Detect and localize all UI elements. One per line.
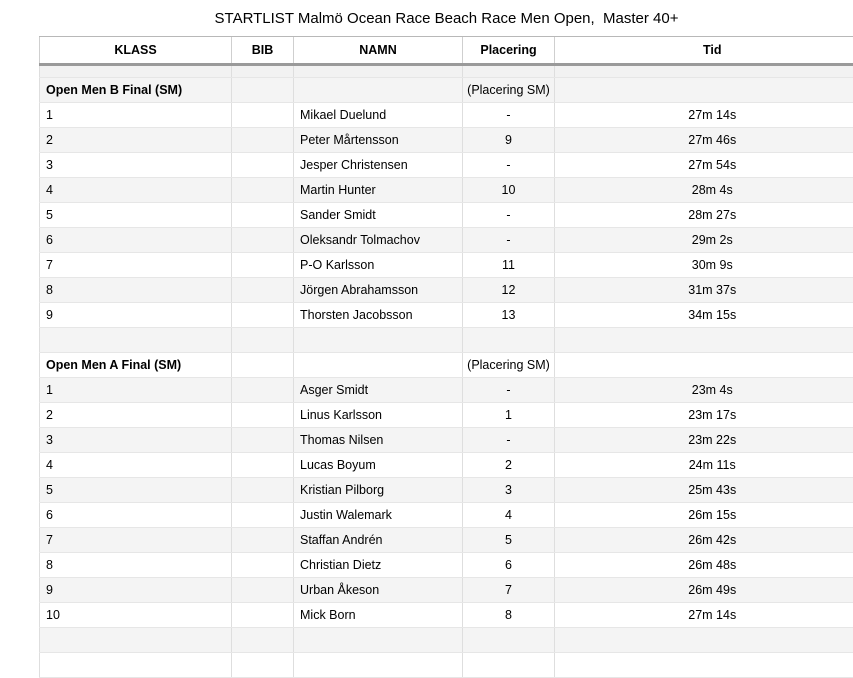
cell-tid[interactable]: 26m 42s	[555, 528, 853, 553]
table-row	[40, 278, 853, 303]
cell-klass[interactable]: 4	[40, 178, 232, 203]
cell-klass[interactable]: 8	[40, 278, 232, 303]
cell-namn[interactable]: Justin Walemark	[294, 503, 463, 528]
cell-klass[interactable]: 6	[40, 228, 232, 253]
empty-cell[interactable]	[40, 653, 232, 678]
empty-cell[interactable]	[463, 328, 555, 353]
cell-tid[interactable]: 26m 48s	[555, 553, 853, 578]
cell-klass[interactable]: 9	[40, 303, 232, 328]
section-heading[interactable]: Open Men B Final (SM)	[40, 78, 232, 103]
cell-klass[interactable]: 5	[40, 203, 232, 228]
cell-namn[interactable]: Jesper Christensen	[294, 153, 463, 178]
cell-tid[interactable]: 28m 4s	[555, 178, 853, 203]
cell-tid[interactable]: 23m 4s	[555, 378, 853, 403]
cell-namn[interactable]: Linus Karlsson	[294, 403, 463, 428]
cell-tid[interactable]: 31m 37s	[555, 278, 853, 303]
cell-klass[interactable]: 5	[40, 478, 232, 503]
cell-namn[interactable]: Martin Hunter	[294, 178, 463, 203]
cell-namn[interactable]: Staffan Andrén	[294, 528, 463, 553]
cell-tid[interactable]: 30m 9s	[555, 253, 853, 278]
cell-klass[interactable]: 9	[40, 578, 232, 603]
cell-tid[interactable]: 26m 49s	[555, 578, 853, 603]
table-row	[40, 453, 853, 478]
empty-cell[interactable]	[294, 78, 463, 103]
empty-cell[interactable]	[555, 628, 853, 653]
cell-namn[interactable]: Mikael Duelund	[294, 103, 463, 128]
table-row	[40, 528, 853, 553]
cell-tid[interactable]: 27m 46s	[555, 128, 853, 153]
cell-bib[interactable]	[232, 603, 294, 628]
cell-placering[interactable]: 13	[463, 303, 555, 328]
table-row	[40, 303, 853, 328]
empty-cell[interactable]	[294, 628, 463, 653]
empty-cell[interactable]	[40, 628, 232, 653]
blank-row	[40, 653, 853, 678]
cell-bib[interactable]	[232, 303, 294, 328]
empty-cell[interactable]	[294, 653, 463, 678]
column-header-namn[interactable]: NAMN	[294, 37, 463, 65]
cell-placering[interactable]: 5	[463, 528, 555, 553]
cell-klass[interactable]: 4	[40, 453, 232, 478]
cell-bib[interactable]	[232, 528, 294, 553]
empty-cell[interactable]	[555, 65, 853, 78]
cell-namn[interactable]: Lucas Boyum	[294, 453, 463, 478]
cell-bib[interactable]	[232, 128, 294, 153]
cell-bib[interactable]	[232, 478, 294, 503]
cell-klass[interactable]: 3	[40, 153, 232, 178]
cell-tid[interactable]: 24m 11s	[555, 453, 853, 478]
cell-bib[interactable]	[232, 378, 294, 403]
cell-namn[interactable]: Peter Mårtensson	[294, 128, 463, 153]
cell-tid[interactable]: 25m 43s	[555, 478, 853, 503]
cell-namn[interactable]: Thorsten Jacobsson	[294, 303, 463, 328]
cell-tid[interactable]: 23m 22s	[555, 428, 853, 453]
cell-klass[interactable]: 3	[40, 428, 232, 453]
empty-cell[interactable]	[555, 653, 853, 678]
cell-bib[interactable]	[232, 278, 294, 303]
spacer-row	[40, 65, 853, 78]
empty-cell[interactable]	[40, 65, 232, 78]
cell-klass[interactable]: 1	[40, 103, 232, 128]
cell-klass[interactable]: 2	[40, 128, 232, 153]
column-header-klass[interactable]: KLASS	[40, 37, 232, 65]
cell-klass[interactable]: 10	[40, 603, 232, 628]
table-row	[40, 503, 853, 528]
section-heading-row	[40, 78, 853, 103]
cell-klass[interactable]: 2	[40, 403, 232, 428]
cell-klass[interactable]: 6	[40, 503, 232, 528]
cell-tid[interactable]: 27m 14s	[555, 603, 853, 628]
empty-cell[interactable]	[463, 628, 555, 653]
cell-placering[interactable]: 4	[463, 503, 555, 528]
cell-placering[interactable]: 3	[463, 478, 555, 503]
cell-placering[interactable]: 1	[463, 403, 555, 428]
cell-placering[interactable]: 2	[463, 453, 555, 478]
empty-cell[interactable]	[232, 65, 294, 78]
placering-note[interactable]: (Placering SM)	[463, 353, 555, 378]
cell-namn[interactable]: Sander Smidt	[294, 203, 463, 228]
empty-cell[interactable]	[463, 653, 555, 678]
cell-bib[interactable]	[232, 103, 294, 128]
cell-placering[interactable]: 6	[463, 553, 555, 578]
section-heading-row	[40, 353, 853, 378]
table-body	[40, 65, 853, 678]
cell-bib[interactable]	[232, 553, 294, 578]
cell-placering[interactable]: 12	[463, 278, 555, 303]
empty-cell[interactable]	[555, 353, 853, 378]
column-header-bib[interactable]: BIB	[232, 37, 294, 65]
cell-tid[interactable]: 34m 15s	[555, 303, 853, 328]
empty-cell[interactable]	[232, 78, 294, 103]
cell-tid[interactable]: 26m 15s	[555, 503, 853, 528]
table-row	[40, 228, 853, 253]
table-row	[40, 553, 853, 578]
cell-bib[interactable]	[232, 253, 294, 278]
cell-tid[interactable]: 27m 14s	[555, 103, 853, 128]
cell-klass[interactable]: 8	[40, 553, 232, 578]
empty-cell[interactable]	[232, 353, 294, 378]
table-row	[40, 103, 853, 128]
cell-bib[interactable]	[232, 403, 294, 428]
table-header	[40, 37, 853, 65]
startlist-table	[39, 36, 853, 678]
cell-klass[interactable]: 1	[40, 378, 232, 403]
cell-namn[interactable]: Mick Born	[294, 603, 463, 628]
cell-bib[interactable]	[232, 153, 294, 178]
cell-namn[interactable]: Jörgen Abrahamsson	[294, 278, 463, 303]
empty-cell[interactable]	[555, 328, 853, 353]
page-title: STARTLIST Malmö Ocean Race Beach Race Men Open, Master 40+	[0, 10, 853, 27]
empty-cell[interactable]	[232, 328, 294, 353]
table-row	[40, 478, 853, 503]
table-row	[40, 178, 853, 203]
empty-cell[interactable]	[294, 353, 463, 378]
cell-tid[interactable]: 29m 2s	[555, 228, 853, 253]
cell-tid[interactable]: 23m 17s	[555, 403, 853, 428]
empty-cell[interactable]	[232, 628, 294, 653]
table-row	[40, 603, 853, 628]
table-row	[40, 578, 853, 603]
cell-namn[interactable]: Christian Dietz	[294, 553, 463, 578]
table-row	[40, 253, 853, 278]
cell-placering[interactable]: -	[463, 153, 555, 178]
cell-placering[interactable]: -	[463, 428, 555, 453]
blank-row	[40, 628, 853, 653]
cell-bib[interactable]	[232, 578, 294, 603]
cell-placering[interactable]: -	[463, 228, 555, 253]
cell-placering[interactable]: 11	[463, 253, 555, 278]
table-row	[40, 203, 853, 228]
cell-bib[interactable]	[232, 453, 294, 478]
empty-cell[interactable]	[40, 328, 232, 353]
cell-namn[interactable]: Asger Smidt	[294, 378, 463, 403]
empty-cell[interactable]	[463, 65, 555, 78]
empty-cell[interactable]	[555, 78, 853, 103]
cell-klass[interactable]: 7	[40, 253, 232, 278]
cell-bib[interactable]	[232, 503, 294, 528]
cell-namn[interactable]: Oleksandr Tolmachov	[294, 228, 463, 253]
cell-placering[interactable]: 10	[463, 178, 555, 203]
cell-bib[interactable]	[232, 178, 294, 203]
cell-placering[interactable]: 9	[463, 128, 555, 153]
cell-placering[interactable]: 8	[463, 603, 555, 628]
empty-cell[interactable]	[232, 653, 294, 678]
table-row	[40, 128, 853, 153]
table-row	[40, 153, 853, 178]
section-heading[interactable]: Open Men A Final (SM)	[40, 353, 232, 378]
table-row	[40, 428, 853, 453]
cell-placering[interactable]: -	[463, 103, 555, 128]
column-header-placering[interactable]: Placering	[463, 37, 555, 65]
empty-cell[interactable]	[294, 328, 463, 353]
placering-note[interactable]: (Placering SM)	[463, 78, 555, 103]
cell-bib[interactable]	[232, 428, 294, 453]
cell-placering[interactable]: -	[463, 203, 555, 228]
empty-cell[interactable]	[294, 65, 463, 78]
table-row	[40, 378, 853, 403]
cell-bib[interactable]	[232, 228, 294, 253]
table-row	[40, 403, 853, 428]
cell-namn[interactable]: Thomas Nilsen	[294, 428, 463, 453]
cell-placering[interactable]: 7	[463, 578, 555, 603]
blank-row	[40, 328, 853, 353]
cell-klass[interactable]: 7	[40, 528, 232, 553]
cell-placering[interactable]: -	[463, 378, 555, 403]
cell-namn[interactable]: Urban Åkeson	[294, 578, 463, 603]
cell-tid[interactable]: 28m 27s	[555, 203, 853, 228]
cell-tid[interactable]: 27m 54s	[555, 153, 853, 178]
column-header-tid[interactable]: Tid	[555, 37, 853, 65]
cell-namn[interactable]: P-O Karlsson	[294, 253, 463, 278]
cell-bib[interactable]	[232, 203, 294, 228]
cell-namn[interactable]: Kristian Pilborg	[294, 478, 463, 503]
